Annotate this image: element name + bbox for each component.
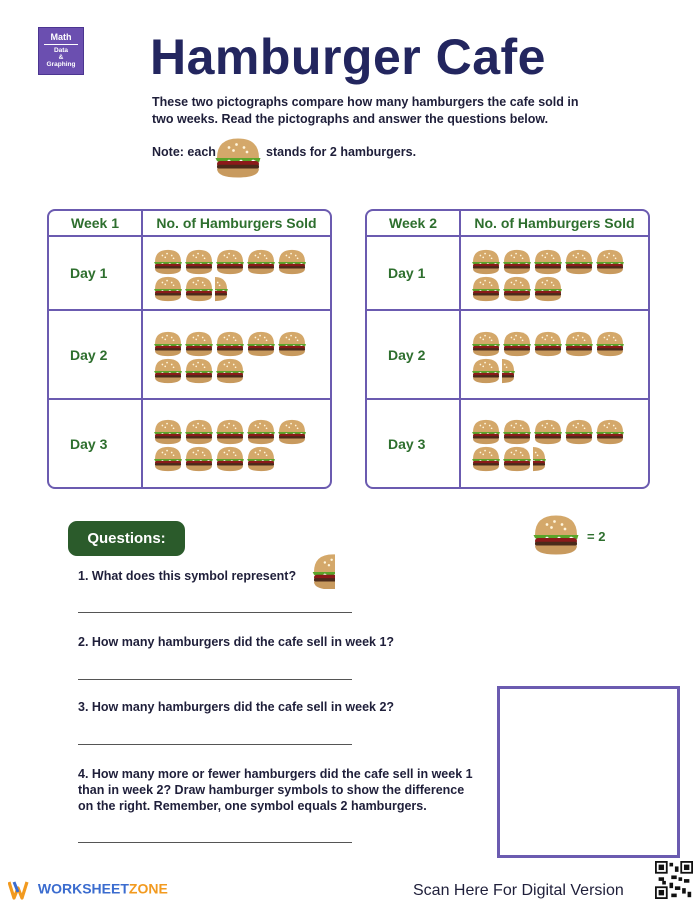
hamburger-icon	[184, 358, 214, 384]
hamburger-icon	[502, 276, 532, 302]
hamburger-icon	[533, 419, 563, 445]
note-suffix: stands for 2 hamburgers.	[266, 145, 417, 159]
hamburger-icon	[533, 331, 563, 357]
hamburger-icon	[246, 446, 276, 472]
hamburger-icon	[471, 331, 501, 357]
topic-line-1: Data	[53, 47, 69, 54]
week1-day1-label: Day 1	[49, 237, 143, 311]
question-2: 2. How many hamburgers did the cafe sell in week 1?	[78, 635, 395, 649]
w-logo-icon	[8, 880, 34, 900]
hamburger-icon	[246, 419, 276, 445]
questions-heading: Questions:	[68, 521, 185, 556]
hamburger-icon	[246, 249, 276, 275]
hamburger-icon	[564, 249, 594, 275]
week1-day3-cell	[143, 400, 330, 487]
week1-header-count: No. of Hamburgers Sold	[143, 211, 330, 237]
hamburger-icon	[277, 331, 307, 357]
drawing-box[interactable]	[497, 686, 680, 858]
topic-line-2: &	[58, 54, 64, 61]
hamburger-icon	[502, 331, 532, 357]
half-hamburger-icon	[533, 446, 547, 472]
week1-pictograph	[47, 209, 332, 489]
answer-line-2[interactable]	[78, 679, 352, 680]
scan-text: Scan Here For Digital Version	[413, 882, 624, 899]
intro-text: These two pictographs compare how many hamburgers the cafe sold in two weeks. Read the pictographs and answer the questions below.	[152, 95, 579, 126]
week2-header-count: No. of Hamburgers Sold	[461, 211, 648, 237]
hamburger-icon	[564, 419, 594, 445]
logo-text-worksheet: WORKSHEET	[37, 880, 129, 897]
week1-day1-cell	[143, 237, 330, 311]
hamburger-icon	[215, 331, 245, 357]
hamburger-icon	[153, 249, 183, 275]
hamburger-icon	[215, 446, 245, 472]
topic-line-3: Graphing	[46, 61, 76, 68]
hamburger-icon	[533, 276, 563, 302]
week2-day1-label: Day 1	[367, 237, 461, 311]
hamburger-icon	[215, 249, 245, 275]
question-3: 3. How many hamburgers did the cafe sell in week 2?	[78, 700, 395, 714]
half-hamburger-icon	[215, 276, 229, 302]
hamburger-icon	[533, 249, 563, 275]
hamburger-icon	[595, 419, 625, 445]
hamburger-icon	[277, 249, 307, 275]
hamburger-icon	[184, 446, 214, 472]
question-1: 1. What does this symbol represent?	[78, 569, 297, 583]
hamburger-icon	[502, 446, 532, 472]
hamburger-icon	[153, 331, 183, 357]
hamburger-icon	[184, 331, 214, 357]
hamburger-icon	[153, 446, 183, 472]
hamburger-icon	[184, 419, 214, 445]
week2-day1-cell	[461, 237, 648, 311]
answer-line-3[interactable]	[78, 744, 352, 745]
question-4: 4. How many more or fewer hamburgers did the cafe sell in week 1 than in week 2? Draw hamburger symbols to show the difference on the right. Remember, one symbol equals 2 hamburgers.	[78, 767, 473, 813]
answer-line-4[interactable]	[78, 842, 352, 843]
hamburger-icon	[184, 276, 214, 302]
week2-day3-cell	[461, 400, 648, 487]
hamburger-icon	[471, 446, 501, 472]
note-prefix: Note: each	[152, 145, 216, 159]
hamburger-icon	[595, 331, 625, 357]
subject-badge	[38, 27, 84, 75]
hamburger-icon	[153, 358, 183, 384]
worksheetzone-logo	[8, 880, 168, 900]
hamburger-icon	[277, 419, 307, 445]
week2-day3-label: Day 3	[367, 400, 461, 487]
week1-day2-label: Day 2	[49, 311, 143, 400]
hamburger-icon	[471, 419, 501, 445]
week1-header-week: Week 1	[49, 211, 143, 237]
hamburger-icon	[471, 276, 501, 302]
subject-label: Math	[50, 32, 72, 42]
hamburger-icon	[595, 249, 625, 275]
week2-header-week: Week 2	[367, 211, 461, 237]
hamburger-icon	[246, 331, 276, 357]
answer-line-1[interactable]	[78, 612, 352, 613]
week1-day3-label: Day 3	[49, 400, 143, 487]
half-hamburger-icon	[502, 358, 516, 384]
hamburger-icon	[471, 249, 501, 275]
week2-pictograph	[365, 209, 650, 489]
logo-text-zone: ZONE	[128, 880, 168, 897]
hamburger-icon	[215, 419, 245, 445]
hamburger-icon	[502, 249, 532, 275]
hamburger-icon	[153, 419, 183, 445]
page-title: Hamburger Cafe	[150, 29, 546, 85]
legend-value: = 2	[587, 529, 606, 544]
hamburger-icon	[471, 358, 501, 384]
qr-code-icon[interactable]	[655, 861, 693, 899]
half-hamburger-icon	[311, 553, 335, 589]
week2-day2-label: Day 2	[367, 311, 461, 400]
hamburger-icon	[215, 358, 245, 384]
hamburger-icon	[153, 276, 183, 302]
badge-divider	[44, 44, 78, 45]
hamburger-icon	[184, 249, 214, 275]
hamburger-symbol-icon	[214, 137, 262, 179]
legend-hamburger-icon	[532, 514, 580, 556]
hamburger-icon	[564, 331, 594, 357]
week1-day2-cell	[143, 311, 330, 400]
week2-day2-cell	[461, 311, 648, 400]
hamburger-icon	[502, 419, 532, 445]
